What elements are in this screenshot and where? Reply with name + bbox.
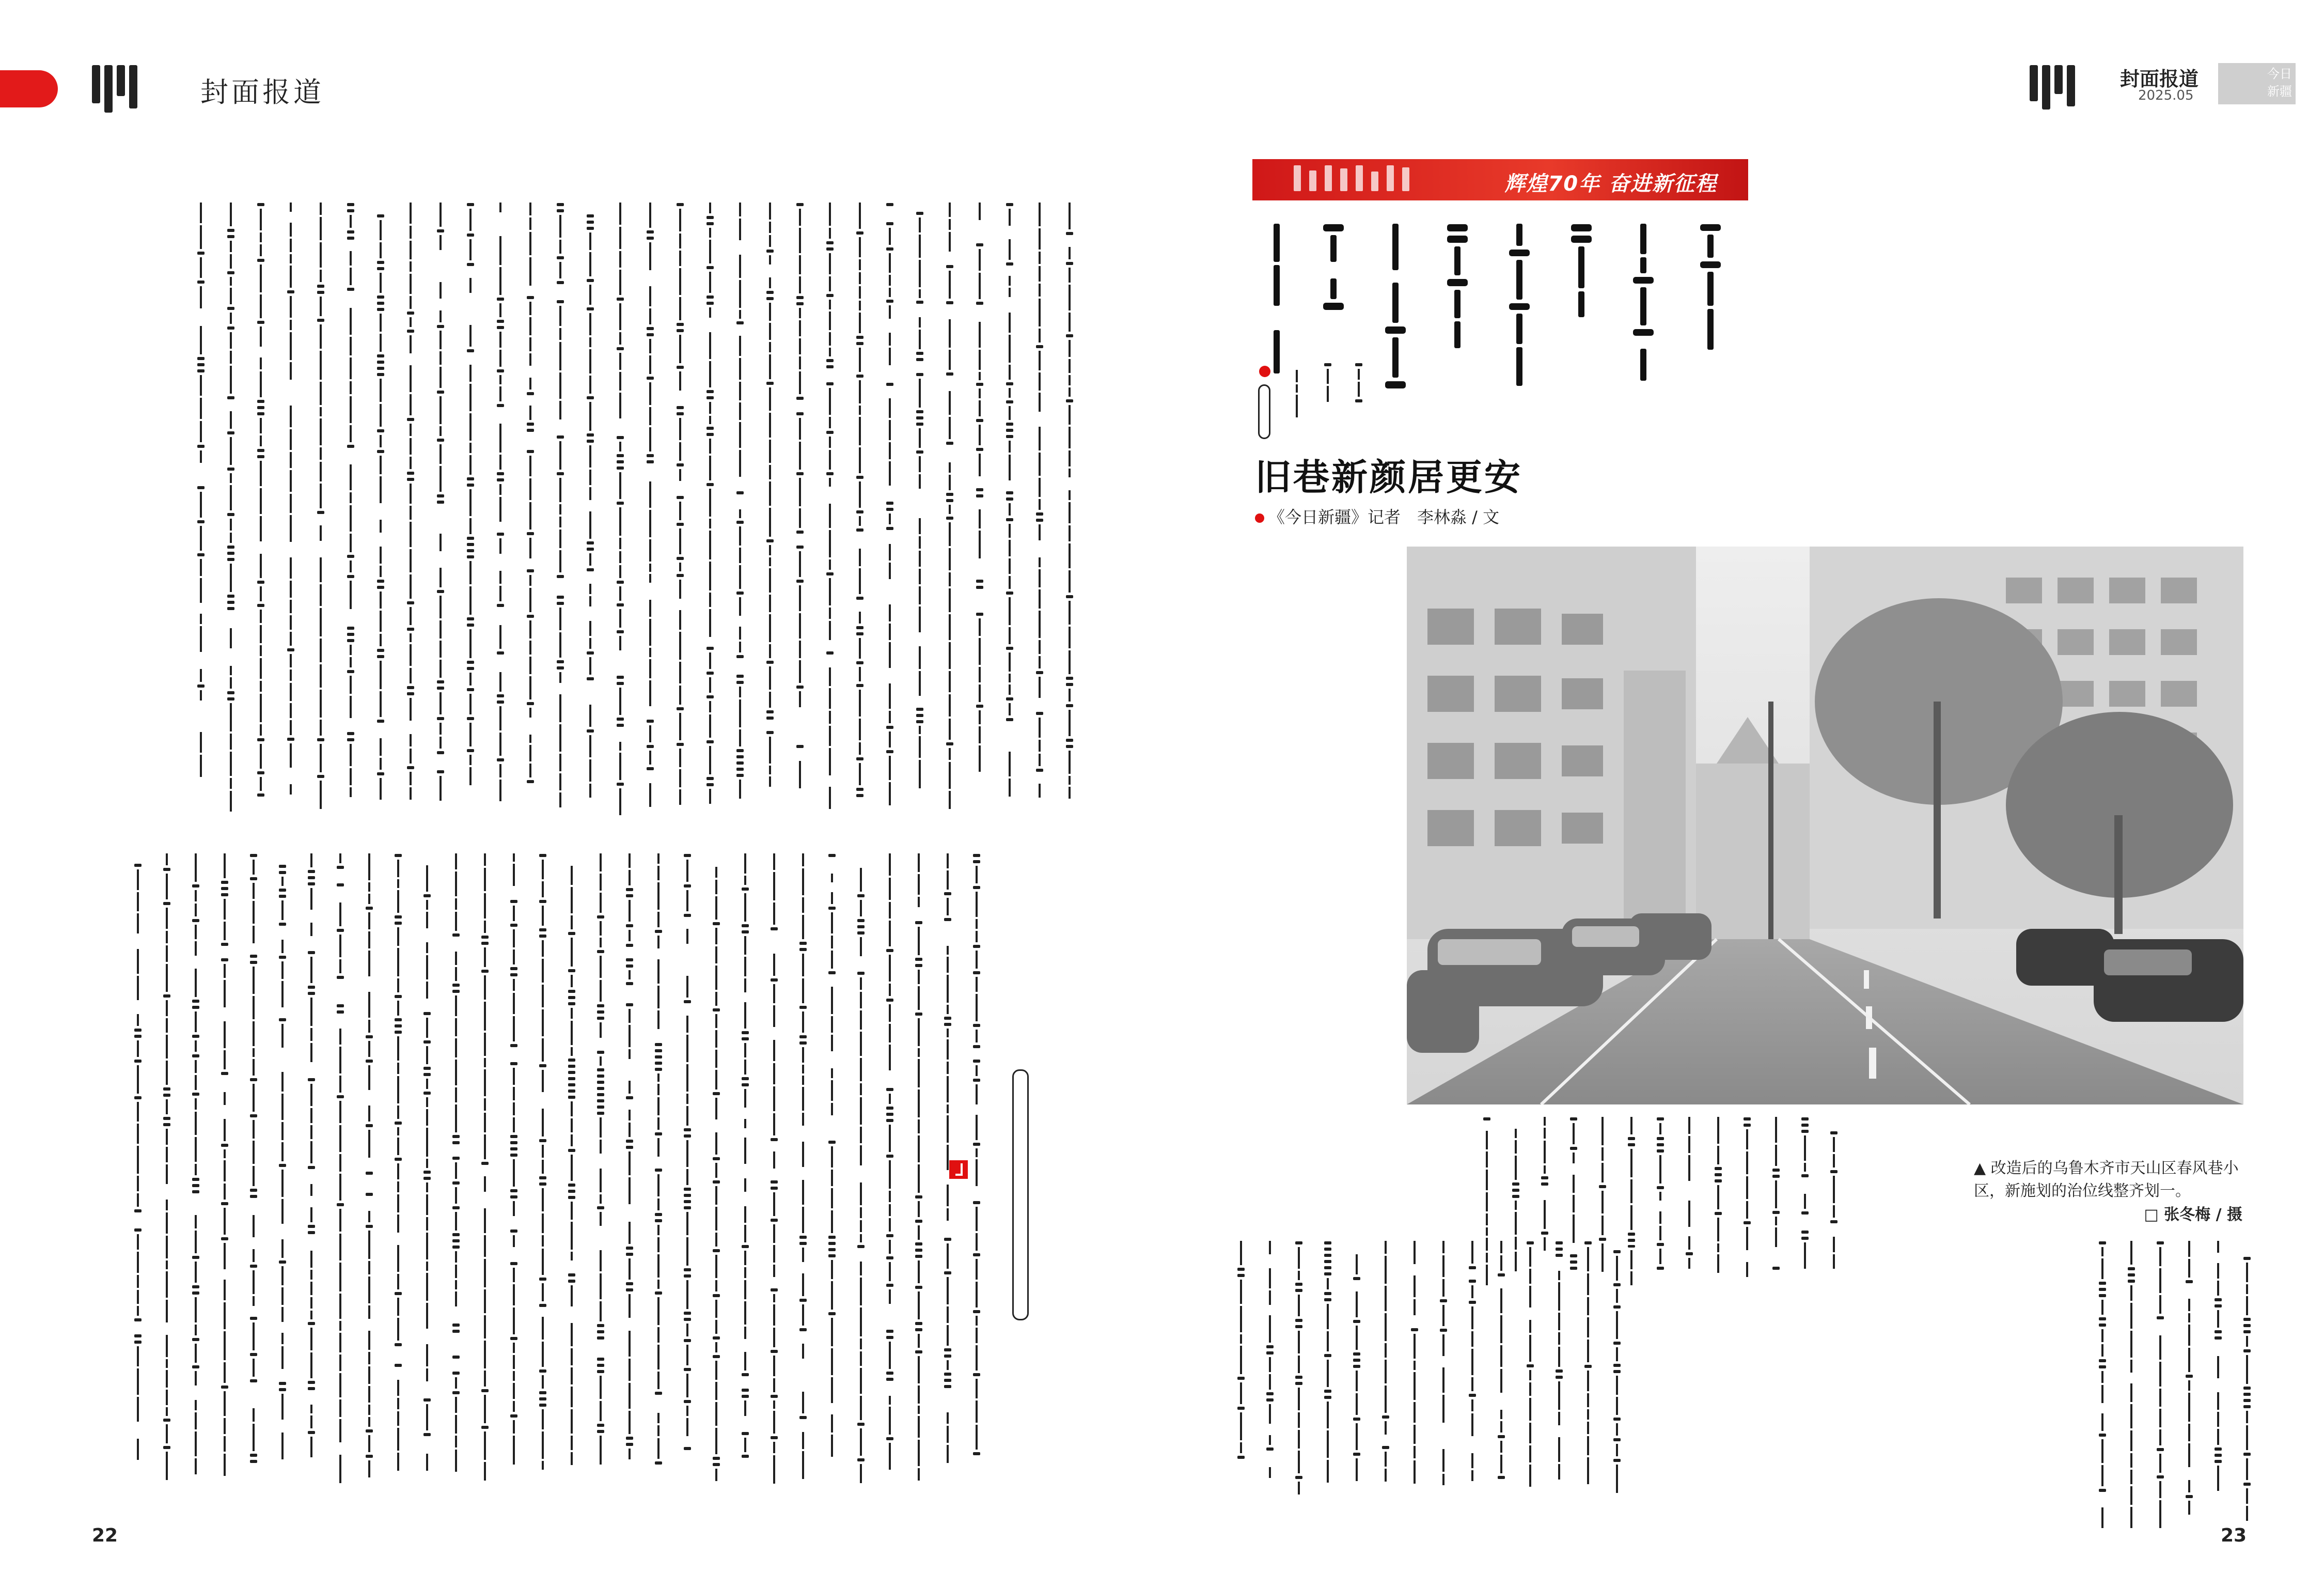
banner-mongolian-script (1294, 165, 1454, 194)
byline-text: 《今日新疆》记者 李林淼 / 文 (1268, 507, 1500, 527)
mongolian-text-column (1568, 1116, 1579, 1286)
mongolian-text-column (1481, 1116, 1493, 1286)
mongolian-text-column (1611, 1240, 1623, 1498)
left-page-number: 22 (92, 1525, 118, 1546)
mongolian-text-column (306, 852, 317, 1488)
mongolian-text-column (1626, 1116, 1637, 1286)
mongolian-text-column (1553, 1240, 1565, 1498)
byline (1255, 504, 1499, 528)
mongolian-text-column (1265, 222, 1288, 377)
mongolian-text-column (1351, 1240, 1362, 1498)
mongolian-text-column (450, 852, 462, 1488)
mongolian-text-column (1699, 222, 1722, 351)
badge-text: 今日新疆 (2267, 67, 2292, 99)
mongolian-text-column (1508, 222, 1531, 387)
mongolian-text-column (704, 201, 716, 816)
mongolian-text-column (740, 852, 751, 1488)
mongolian-text-column (595, 852, 606, 1488)
mongolian-text-column (1380, 1240, 1391, 1498)
mongolian-text-column (1570, 222, 1593, 325)
mongolian-text-column (944, 201, 955, 816)
section-red-tab (0, 70, 58, 107)
right-page-number: 23 (2221, 1525, 2247, 1546)
mongolian-text-column (1582, 1240, 1594, 1498)
mongolian-text-column (1034, 201, 1045, 816)
mongolian-text-column (913, 852, 924, 1488)
anniversary-banner (1252, 159, 1748, 200)
mongolian-text-column (1467, 1240, 1478, 1498)
mongolian-text-column (132, 852, 144, 1488)
mongolian-text-column (1496, 1240, 1507, 1498)
mongolian-text-column (1384, 222, 1407, 398)
mongolian-text-column (435, 201, 446, 816)
mongolian-text-column (653, 852, 664, 1488)
mongolian-text-column (1655, 1116, 1666, 1286)
mongolian-text-column (914, 201, 925, 816)
mongolian-text-column (2097, 1240, 2108, 1529)
mongolian-text-column (555, 201, 566, 816)
photo-credit: □ 张冬梅 / 摄 (2144, 1206, 2242, 1224)
mongolian-text-column (1741, 1116, 1753, 1286)
mongolian-text-column (2212, 1240, 2224, 1529)
mongolian-text-column (1322, 362, 1333, 418)
mongolian-text-column (1235, 1240, 1247, 1498)
mongolian-text-column (508, 852, 520, 1488)
right-section-title: 封面报道 (2120, 68, 2199, 90)
mongolian-text-column (161, 852, 172, 1488)
mongolian-text-column (971, 852, 982, 1488)
mongolian-text-column (624, 852, 635, 1488)
mongolian-text-column (1409, 1240, 1420, 1498)
mongolian-text-column (1510, 1116, 1521, 1286)
mongolian-text-column (711, 852, 722, 1488)
mongolian-text-column (1828, 1116, 1840, 1286)
mongolian-text-column (645, 201, 656, 816)
left-note-brace (1012, 1069, 1029, 1320)
mongolian-text-column (225, 201, 237, 816)
mongolian-text-column (1713, 1116, 1724, 1286)
mongolian-text-column (1004, 201, 1015, 816)
mongolian-text-column (285, 201, 296, 816)
mongolian-text-column (190, 852, 201, 1488)
mongolian-text-column (345, 201, 356, 816)
mongolian-text-column (364, 852, 375, 1488)
mongolian-text-column (764, 201, 776, 816)
mongolian-text-column (2241, 1240, 2253, 1529)
mongolian-text-column (495, 201, 506, 816)
mongolian-text-column (1770, 1116, 1782, 1286)
mongolian-text-column (1264, 1240, 1276, 1498)
magazine-badge (2218, 63, 2296, 104)
left-header-mongolian-script (92, 65, 142, 117)
mongolian-text-column (884, 852, 896, 1488)
mongolian-text-column (421, 852, 433, 1488)
mongolian-text-column (1597, 1116, 1608, 1286)
mongolian-text-column (1293, 1240, 1305, 1498)
mongolian-text-column (1064, 201, 1075, 816)
right-header-mongolian-script (2030, 65, 2079, 112)
end-mark-icon (949, 1160, 968, 1179)
mongolian-text-column (315, 201, 326, 816)
mongolian-text-column (465, 201, 476, 816)
mongolian-text-column (2155, 1240, 2166, 1529)
mongolian-text-column (1438, 1240, 1449, 1498)
mongolian-text-column (682, 852, 693, 1488)
red-dot-icon (1259, 366, 1270, 377)
mongolian-text-column (1539, 1116, 1550, 1286)
mongolian-text-column (248, 852, 259, 1488)
mongolian-text-column (1632, 222, 1655, 382)
mongolian-text-column (734, 201, 746, 816)
mongolian-text-column (794, 201, 806, 816)
mongolian-text-column (884, 201, 896, 816)
mongolian-text-column (768, 852, 780, 1488)
mongolian-text-column (1525, 1240, 1536, 1498)
mongolian-text-column (405, 201, 416, 816)
mongolian-text-column (219, 852, 230, 1488)
mongolian-text-column (2126, 1240, 2137, 1529)
left-section-title: 封面报道 (200, 76, 324, 108)
photo-caption-block (1974, 1157, 2242, 1226)
mongolian-text-column (1322, 222, 1345, 320)
mongolian-text-column (277, 852, 288, 1488)
mongolian-text-column (566, 852, 577, 1488)
byline-dot-icon (1255, 513, 1264, 523)
mongolian-text-column (375, 201, 386, 816)
mongolian-text-column (195, 201, 207, 816)
mongolian-text-column (855, 852, 867, 1488)
mongolian-text-column (854, 201, 866, 816)
photo-caption: ▲ 改造后的乌鲁木齐市天山区春风巷小区，新施划的治位线整齐划一。 (1974, 1159, 2239, 1200)
headline-chinese: 旧巷新颜居更安 (1255, 456, 1522, 499)
mongolian-text-column (525, 201, 536, 816)
mongolian-text-column (585, 201, 596, 816)
banner-text: 辉煌70年 奋进新征程 (1504, 172, 1717, 196)
mongolian-text-column (1446, 222, 1469, 362)
mongolian-text-column (615, 201, 626, 816)
mongolian-text-column (797, 852, 809, 1488)
issue-date: 2025.05 (2138, 88, 2194, 103)
subtitle-brace (1258, 384, 1270, 439)
mongolian-text-column (2184, 1240, 2195, 1529)
street-photo (1407, 547, 2243, 1104)
mongolian-text-column (1684, 1116, 1695, 1286)
mongolian-text-column (1291, 362, 1302, 418)
mongolian-text-column (974, 201, 985, 816)
mongolian-text-column (826, 852, 838, 1488)
mongolian-text-column (479, 852, 491, 1488)
mongolian-text-column (824, 201, 836, 816)
mongolian-text-column (537, 852, 548, 1488)
mongolian-text-column (1353, 362, 1364, 418)
mongolian-text-column (1322, 1240, 1333, 1498)
mongolian-text-column (674, 201, 686, 816)
mongolian-text-column (335, 852, 346, 1488)
mongolian-text-column (255, 201, 266, 816)
mongolian-text-column (392, 852, 404, 1488)
mongolian-text-column (1799, 1116, 1811, 1286)
